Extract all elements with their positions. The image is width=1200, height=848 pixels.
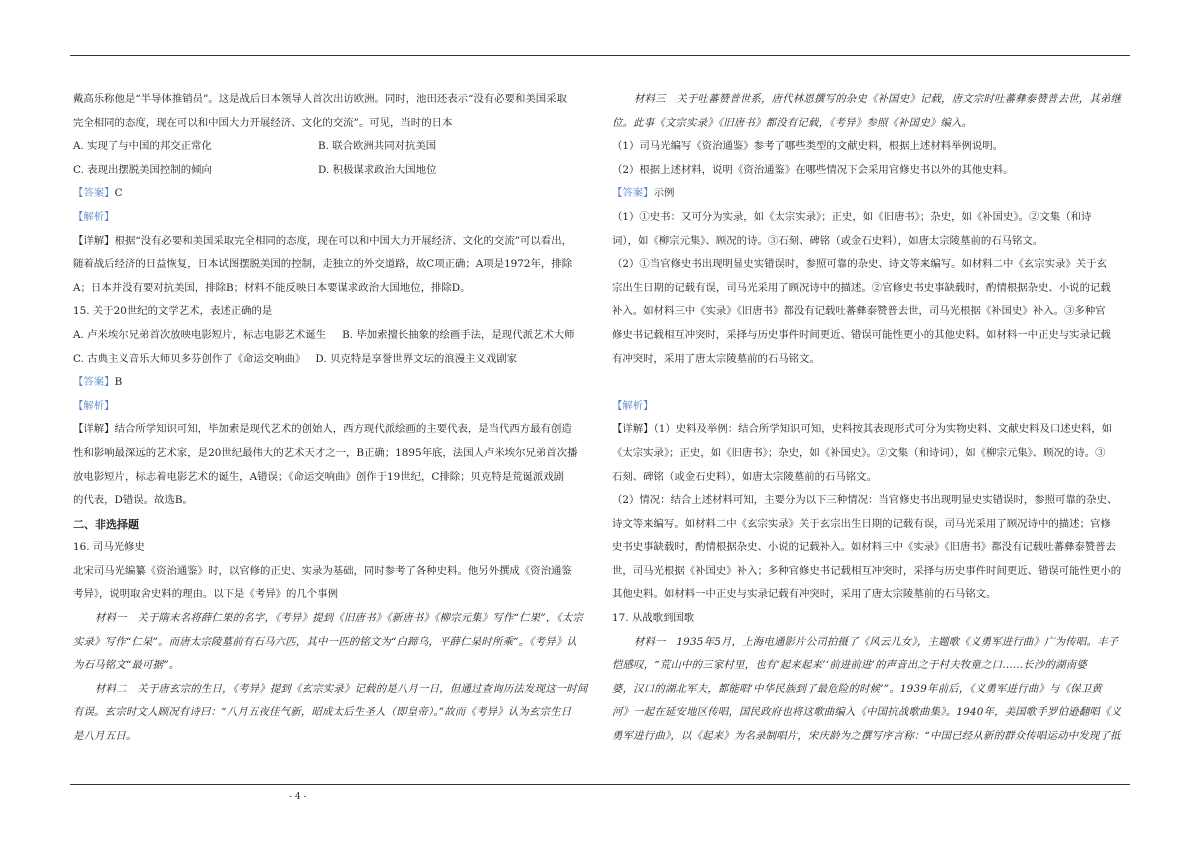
material-1-line: 实录》写作“仁杲”。而唐太宗陵墓前有石马六匹，其中一匹的铭文为“白蹄乌，平薛仁杲时所乘”。《考异》认 bbox=[73, 635, 578, 648]
q16-title: 16. 司马光修史 bbox=[73, 541, 145, 554]
detail-2-line: 诗文等来编写。如材料二中《玄宗实录》关于玄宗出生日期的记载有误，司马光采用了顾况诗中的描述；官修 bbox=[612, 517, 1111, 530]
detail-1-line bbox=[612, 418, 1132, 442]
q15-options-cd bbox=[73, 348, 593, 372]
answer-value: B bbox=[114, 376, 123, 389]
answer-2-line: 宗出生日期的记载有误，司马光采用了顾况诗中的描述。②官修史书史事缺载时，酌情根据杂史、小说的记载 bbox=[612, 281, 1111, 294]
answer-tag: 【答案】 bbox=[73, 187, 115, 200]
answer-tag: 【答案】 bbox=[612, 187, 654, 200]
q15-option-b: B. 毕加索擅长抽象的绘画手法，是现代派艺术大师 bbox=[342, 328, 575, 341]
material-3-line: 位。此事《文宗实录》《旧唐书》都没有记载，《考异》参照《补国史》编入。 bbox=[612, 116, 973, 129]
q15-options-ab bbox=[73, 324, 593, 348]
detail-2-line: 史书史事缺载时，酌情根据杂史、小说的记载补入。如材料三中《实录》《旧唐书》都没有记载吐蕃彝泰赞普去 bbox=[612, 541, 1116, 554]
detail-text: 根据“没有必要和美国采取完全相同的态度，现在可以和中国大力开展经济、文化的交流”可以看出， bbox=[114, 234, 572, 247]
q17-material-line: 材料一 1935年5月，上海电通影片公司拍摄了《风云儿女》，主题歌《义勇军进行曲》广为传唱。丰子 bbox=[634, 635, 1119, 648]
header-rule bbox=[70, 55, 1130, 56]
left-column bbox=[73, 88, 593, 749]
q17-material-line: 恺感叹，“荒山中的三家村里，也有‘起来起来’‘前进前进’的声音出之于村夫牧童之口……长沙的湖南婆 bbox=[612, 659, 1087, 672]
material-1-line: 材料一 关于隋末名将薛仁果的名字，《考异》提到《旧唐书》《新唐书》《柳宗元集》写作“仁果”，《太宗 bbox=[95, 612, 583, 625]
page-number: - 4 - bbox=[289, 792, 307, 802]
q16-intro-line: 考异》，说明取舍史料的理由。以下是《考异》的几个事例 bbox=[73, 588, 338, 601]
detail-2-line: 世，司马光根据《补国史》补入；多种官修史书记载相互冲突时，采择与历史事件时间更近、错误可能性更小的 bbox=[612, 564, 1122, 577]
footer-rule bbox=[70, 784, 1130, 785]
detail-1-line: 石刻、碑铭（或金石史料），如唐太宗陵墓前的石马铭文。 bbox=[612, 470, 877, 483]
q15-option-a: A. 卢米埃尔兄弟首次放映电影短片，标志电影艺术诞生 bbox=[73, 328, 327, 341]
q14-detail-line: A；日本并没有要对抗美国，排除B；材料不能反映日本要谋求政治大国地位，排除D。 bbox=[73, 281, 471, 294]
detail-text: 结合所学知识可知，毕加索是现代艺术的创始人，西方现代派绘画的主要代表，是当代西方最有创造 bbox=[114, 423, 572, 436]
q14-detail-line: 随着战后经济的日益恢复，日本试图摆脱美国的控制，走独立的外交道路，故C项正确；A项是1972年，排除 bbox=[73, 258, 573, 271]
q16-analysis-tag: 【解析】 bbox=[612, 399, 654, 412]
q15-answer bbox=[73, 371, 593, 395]
q16-question-1: （1）司马光编写《资治通鉴》参考了哪些类型的文献史料，根据上述材料举例说明。 bbox=[612, 140, 1004, 153]
q16-answer bbox=[612, 182, 1132, 206]
q15-detail-line: 的代表，D错误。故选B。 bbox=[73, 494, 193, 507]
q14-stem-line: 戴高乐称他是“半导体推销员”。这是战后日本领导人首次出访欧洲。同时，池田还表示“没有必要和美国采取 bbox=[73, 93, 567, 105]
material-1-line: 为石马铭文“最可据”。 bbox=[73, 659, 180, 672]
q14-option-c: C. 表现出摆脱美国控制的倾向 bbox=[73, 163, 212, 176]
detail-tag: 【详解】 bbox=[73, 234, 115, 247]
material-3-line: 材料三 关于吐蕃赞普世系，唐代林恩撰写的杂史《补国史》记载，唐文宗时吐蕃彝泰赞普去世，其弟继 bbox=[634, 93, 1122, 105]
q14-option-b: B. 联合欧洲共同对抗美国 bbox=[318, 140, 437, 153]
q15-option-d: D. 贝克特是享誉世界文坛的浪漫主义戏剧家 bbox=[315, 352, 517, 365]
answer-tag: 【答案】 bbox=[73, 376, 115, 389]
detail-text: （1）史料及举例：结合所学知识可知，史料按其表现形式可分为实物史料、文献史料及口述史料，如 bbox=[653, 423, 1113, 436]
material-2-line: 有误。玄宗时文人顾况有诗曰：“八月五夜佳气新，昭成太后生圣人（即皇帝）。”故而《考异》认为玄宗生日 bbox=[73, 706, 572, 719]
q15-analysis-tag: 【解析】 bbox=[73, 399, 115, 412]
q16-question-2: （2）根据上述材料，说明《资治通鉴》在哪些情况下会采用官修史书以外的其他史料。 bbox=[612, 163, 1014, 176]
q14-answer bbox=[73, 182, 593, 206]
q17-material-line: 婆，汉口的湖北军夫，都能唱‘中华民族到了最危险的时候’”。1939年前后，《义勇军进行曲》与《保卫黄 bbox=[612, 682, 1102, 695]
detail-2-line: （2）情况：结合上述材料可知，主要分为以下三种情况：当官修史书出现明显史实错误时，参照可靠的杂史、 bbox=[612, 494, 1118, 507]
detail-tag: 【详解】 bbox=[612, 423, 654, 436]
detail-1-line: 《太宗实录》；正史，如《旧唐书》；杂史，如《补国史》。②文集（和诗词），如《柳宗元集》、顾况的诗。③ bbox=[612, 446, 1106, 459]
material-2-line: 材料二 关于唐玄宗的生日，《考异》提到《玄宗实录》记载的是八月一日，但通过查询历法发现这一时间 bbox=[95, 682, 588, 695]
detail-2-line: 其他史料。如材料一中正史与实录记载有冲突时，采用了唐太宗陵墓前的石马铭文。 bbox=[612, 588, 997, 601]
spacer bbox=[612, 371, 1132, 395]
q15-option-c: C. 古典主义音乐大师贝多芬创作了《命运交响曲》 bbox=[73, 352, 306, 365]
q14-options-ab bbox=[73, 135, 593, 159]
q15-detail-line: 性和影响最深远的艺术家，是20世纪最伟大的艺术天才之一，B正确；1895年底，法国人卢米埃尔兄弟首次播 bbox=[73, 446, 578, 459]
detail-tag: 【详解】 bbox=[73, 423, 115, 436]
q14-options-cd bbox=[73, 159, 593, 183]
q16-intro-line: 北宋司马光编纂《资治通鉴》时，以官修的正史、实录为基础，同时参考了各种史料。他另外撰成《资治通鉴 bbox=[73, 564, 572, 577]
q15-stem: 15. 关于20世纪的文学艺术，表述正确的是 bbox=[73, 305, 273, 318]
q17-title: 17. 从战歌到国歌 bbox=[612, 612, 695, 625]
right-column bbox=[612, 88, 1132, 749]
answer-value: C bbox=[114, 187, 123, 200]
q17-material-line: 河》一起在延安地区传唱，国民政府也将这歌曲编入《中国抗战歌曲集》。1940年，美国歌手罗伯逊翻唱《义 bbox=[612, 706, 1122, 719]
section-title: 二、非选择题 bbox=[73, 517, 139, 531]
q14-analysis-tag: 【解析】 bbox=[73, 210, 115, 223]
q15-detail-line bbox=[73, 418, 593, 442]
q14-option-d: D. 积极谋求政治大国地位 bbox=[318, 163, 437, 176]
material-2-line: 是八月五日。 bbox=[73, 730, 137, 743]
answer-1-line: 词），如《柳宗元集》、顾况的诗。③石刻、碑铭（或金石史料），如唐太宗陵墓前的石马铭文。 bbox=[612, 234, 1044, 247]
q14-option-a: A. 实现了与中国的邦交正常化 bbox=[73, 140, 212, 153]
answer-2-line: 补入。如材料三中《实录》《旧唐书》都没有记载吐蕃彝泰赞普去世，司马光根据《补国史》补入。③多种官 bbox=[612, 305, 1106, 318]
q15-detail-line: 放电影短片，标志着电影艺术的诞生，A错误；《命运交响曲》创作于19世纪，C排除；贝克特是荒诞派戏剧 bbox=[73, 470, 565, 483]
q17-material-line: 勇军进行曲》，以《起来》为名录制唱片，宋庆龄为之撰写序言称：“中国已经从新的群众传唱运动中发现了抵 bbox=[612, 730, 1121, 743]
answer-2-line: 修史书记载相互冲突时，采择与历史事件时间更近、错误可能性更小的其他史料。如材料一中正史与实录记载 bbox=[612, 328, 1111, 341]
answer-1-line: （1）①史书：又可分为实录，如《太宗实录》；正史，如《旧唐书》；杂史，如《补国史》。②文集（和诗 bbox=[612, 210, 1092, 223]
answer-2-line: 有冲突时，采用了唐太宗陵墓前的石马铭文。 bbox=[612, 352, 820, 365]
answer-2-line: （2）①当官修史书出现明显史实错误时，参照可靠的杂史、诗文等来编写。如材料二中《玄宗实录》关于玄 bbox=[612, 258, 1107, 271]
answer-value: 示例 bbox=[653, 187, 675, 200]
q14-detail-line bbox=[73, 230, 593, 254]
q14-stem-line: 完全相同的态度，现在可以和中国大力开展经济、文化的交流”。可见，当时的日本 bbox=[73, 116, 453, 129]
